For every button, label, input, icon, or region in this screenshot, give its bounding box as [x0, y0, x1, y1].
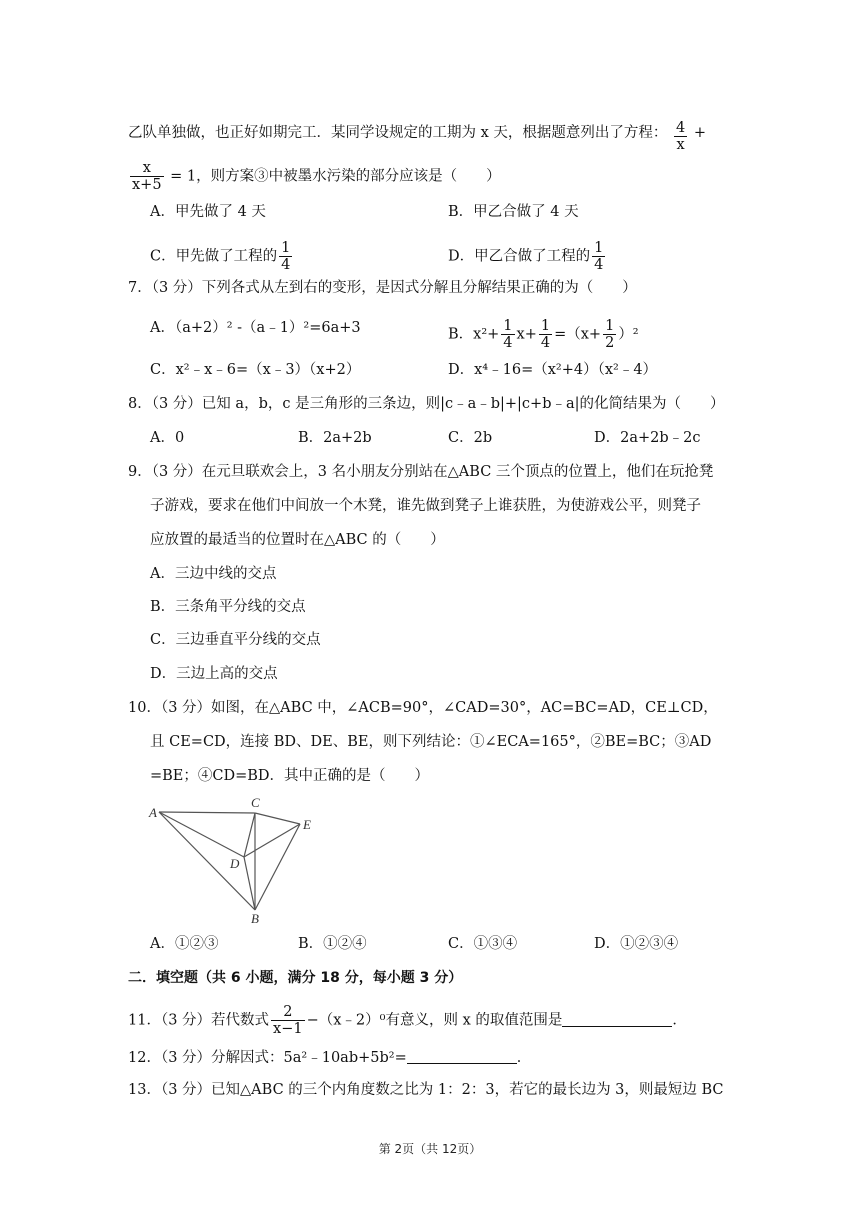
q7-option-d: D．x⁴﹣16=（x²+4）（x²﹣4）: [448, 362, 658, 378]
q9-option-b: B．三条角平分线的交点: [150, 599, 306, 615]
q6-option-d: D．甲乙合做了工程的 $\frac{1}{4}$: [448, 240, 604, 273]
q7-option-b: B．x²+ $\frac{1}{4}$ x+ $\frac{1}{4}$ =（x+ $\frac{1}{2}$ ）²: [448, 318, 639, 351]
q6-option-a: A．甲先做了 4 天: [150, 204, 266, 220]
fraction: $\frac{1}{4}$: [281, 240, 291, 273]
fraction: $\frac{4}{x}$: [676, 120, 686, 153]
fraction: $\frac{2}{x-1}$: [273, 1004, 303, 1037]
page-footer: 第 2页（共 12页）: [378, 1142, 482, 1156]
fraction: $\frac{1}{4}$: [540, 318, 551, 351]
q12-line: 12．（3 分）分解因式：5a²﹣10ab+5b²= ．: [128, 1050, 532, 1066]
answer-blank: [407, 1049, 517, 1064]
fraction: $\frac{1}{2}$: [605, 318, 615, 351]
q6-option-b: B．甲乙合做了 4 天: [448, 204, 579, 220]
answer-blank: [562, 1012, 672, 1027]
q9-option-c: C．三边垂直平分线的交点: [150, 632, 321, 648]
section-heading: 二．填空题（共 6 小题，满分 18 分，每小题 3 分）: [128, 970, 463, 986]
q8-option-d: D．2a+2b﹣2c: [594, 430, 701, 446]
q8-option-b: B．2a+2b: [298, 430, 372, 446]
q9-option-a: A．三边中线的交点: [150, 566, 277, 582]
point-label-b: B: [251, 911, 259, 925]
fraction: $\frac{1}{4}$: [503, 318, 513, 351]
q10-line1: 10．（3 分）如图，在△ABC 中，∠ACB=90°，∠CAD=30°，AC=BC=AD，CE⊥CD，: [128, 700, 718, 716]
q10-line2: 且 CE=CD，连接 BD、DE、BE，则下列结论：①∠ECA=165°，②BE=BC；③AD: [150, 734, 712, 750]
q9-line1: 9．（3 分）在元旦联欢会上，3 名小朋友分别站在△ABC 三个顶点的位置上，他们在玩抢凳: [128, 464, 714, 480]
q6-line1: 乙队单独做，也正好如期完工．某同学设规定的工期为 x 天，根据题意列出了方程： $\frac{4}{x}$ +: [128, 120, 707, 153]
q6-line2: $\frac{x}{x+5}$ = 1，则方案③中被墨水污染的部分应该是（ ）: [132, 160, 501, 193]
point-label-d: D: [230, 856, 240, 871]
q10-option-b: B．①②④: [298, 936, 367, 952]
q10-option-a: A．①②③: [150, 936, 219, 952]
q9-line2: 子游戏，要求在他们中间放一个木凳，谁先做到凳子上谁获胜，为使游戏公平，则凳子: [150, 498, 701, 514]
q9-line3: 应放置的最适当的位置时在△ABC 的（ ）: [150, 532, 445, 548]
q8-option-c: C．2b: [448, 430, 493, 446]
q11-line: 11．（3 分）若代数式 $\frac{2}{x-1}$ −（x﹣2）⁰有意义，则 x 的取值范围是 ．: [128, 1004, 687, 1037]
q7-stem: 7．（3 分）下列各式从左到右的变形，是因式分解且分解结果正确的为（ ）: [128, 280, 637, 296]
q7-option-a: A．（a+2）² ‐（a﹣1）²=6a+3: [150, 320, 361, 336]
q8-stem: 8．（3 分）已知 a，b，c 是三角形的三条边，则|c﹣a﹣b|+|c+b﹣a|的化简结果为（ ）: [128, 396, 725, 412]
geometry-figure: [145, 795, 345, 925]
q6-option-c: C．甲先做了工程的 $\frac{1}{4}$: [150, 240, 291, 273]
point-label-a: A: [149, 805, 157, 820]
q10-line3: =BE；④CD=BD．其中正确的是（ ）: [150, 768, 430, 784]
point-label-e: E: [303, 817, 311, 832]
q13-line: 13．（3 分）已知△ABC 的三个内角度数之比为 1：2：3，若它的最长边为 3，则最短边 BC: [128, 1082, 724, 1098]
fraction: $\frac{x}{x+5}$: [132, 160, 162, 193]
point-label-c: C: [251, 795, 260, 810]
q8-option-a: A．0: [150, 430, 185, 446]
fraction: $\frac{1}{4}$: [594, 240, 604, 273]
q9-option-d: D．三边上高的交点: [150, 666, 278, 682]
q10-option-d: D．①②③④: [594, 936, 679, 952]
q10-option-c: C．①③④: [448, 936, 518, 952]
q7-option-c: C．x²﹣x﹣6=（x﹣3）（x+2）: [150, 362, 361, 378]
